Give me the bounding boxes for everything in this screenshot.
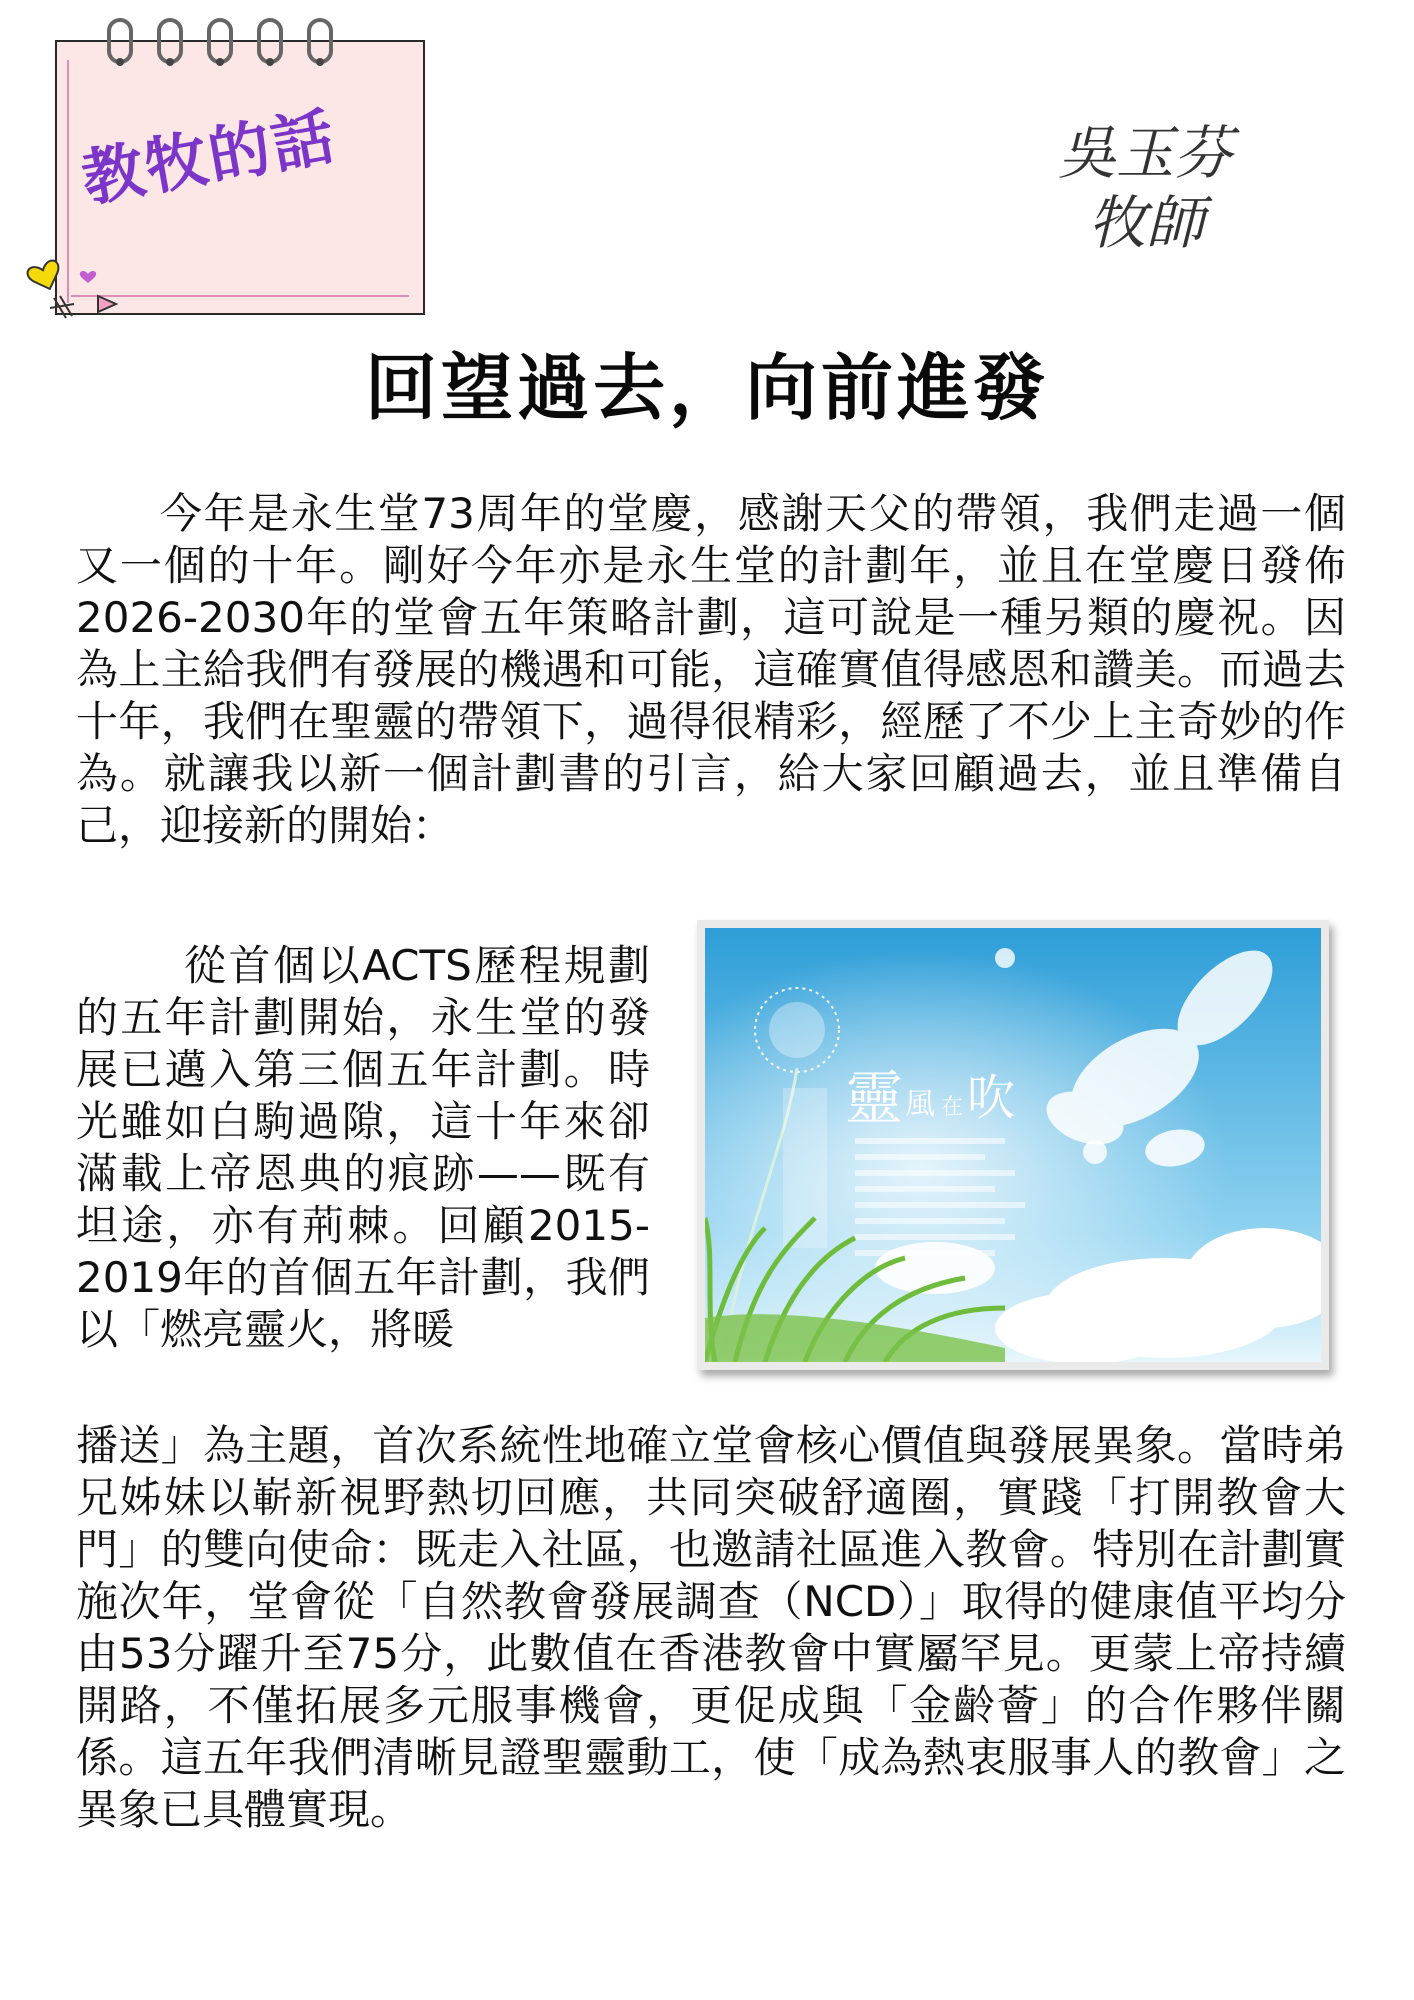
author-name: 吳玉芬 [1058,119,1233,187]
poster-title-small-2: 在 [941,1095,964,1120]
poster-title-main: 靈 [845,1064,904,1132]
hearts-decoration-icon [24,248,134,328]
spiral-ring-icon [157,18,183,64]
poster-image [697,920,1329,1370]
article-paragraph-wrap: 從首個以ACTS歷程規劃的五年計劃開始，永生堂的發展已邁入第三個五年計劃。時光雖如白駒過隙，這十年來卻滿載上帝恩典的痕跡——既有坦途，亦有荊棘。回顧2015-2019年的首個五年計劃，我們以「燃亮靈火，將暖 [76,941,650,1354]
spiral-ring-icon [207,18,233,64]
article-paragraph: 今年是永生堂73周年的堂慶，感謝天父的帶領，我們走過一個又一個的十年。剛好今年亦是永生堂的計劃年，並且在堂慶日發佈2026-2030年的堂會五年策略計劃，這可說是一種另類的慶祝。因為上主給我們有發展的機遇和可能，這確實值得感恩和讚美。而過去十年，我們在聖靈的帶領下，過得很精彩，經歷了不少上主奇妙的作為。就讓我以新一個計劃書的引言，給大家回顧過去，並且準備自己，迎接新的開始： [76,489,1346,850]
author-role: 牧師 [1088,189,1205,257]
author-signature [1058,118,1232,258]
spiral-ring-icon [107,18,133,64]
poster-title-end: 吹 [967,1070,1016,1126]
spiral-ring-icon [257,18,283,64]
spiral-ring-icon [307,18,333,64]
poster-title-small-1: 風 [905,1087,935,1122]
article-title: 回望過去，向前進發 [364,346,1049,430]
section-title: 教牧的話 [76,99,342,216]
article-paragraph: 播送」為主題，首次系統性地確立堂會核心價值與發展異象。當時弟兄姊妹以嶄新視野熱切回應，共同突破舒適圈，實踐「打開教會大門」的雙向使命：既走入社區，也邀請社區進入教會。特別在計劃實施次年，堂會從「自然教會發展調查（NCD）」取得的健康值平均分由53分躍升至75分，此數值在香港教會中實屬罕見。更蒙上帝持續開路，不僅拓展多元服事機會，更促成與「金齡薈」的合作夥伴關係。這五年我們清晰見證聖靈動工，使「成為熱衷服事人的教會」之異象已具體實現。 [76,1421,1346,1834]
poster-illustration [705,928,1321,1362]
